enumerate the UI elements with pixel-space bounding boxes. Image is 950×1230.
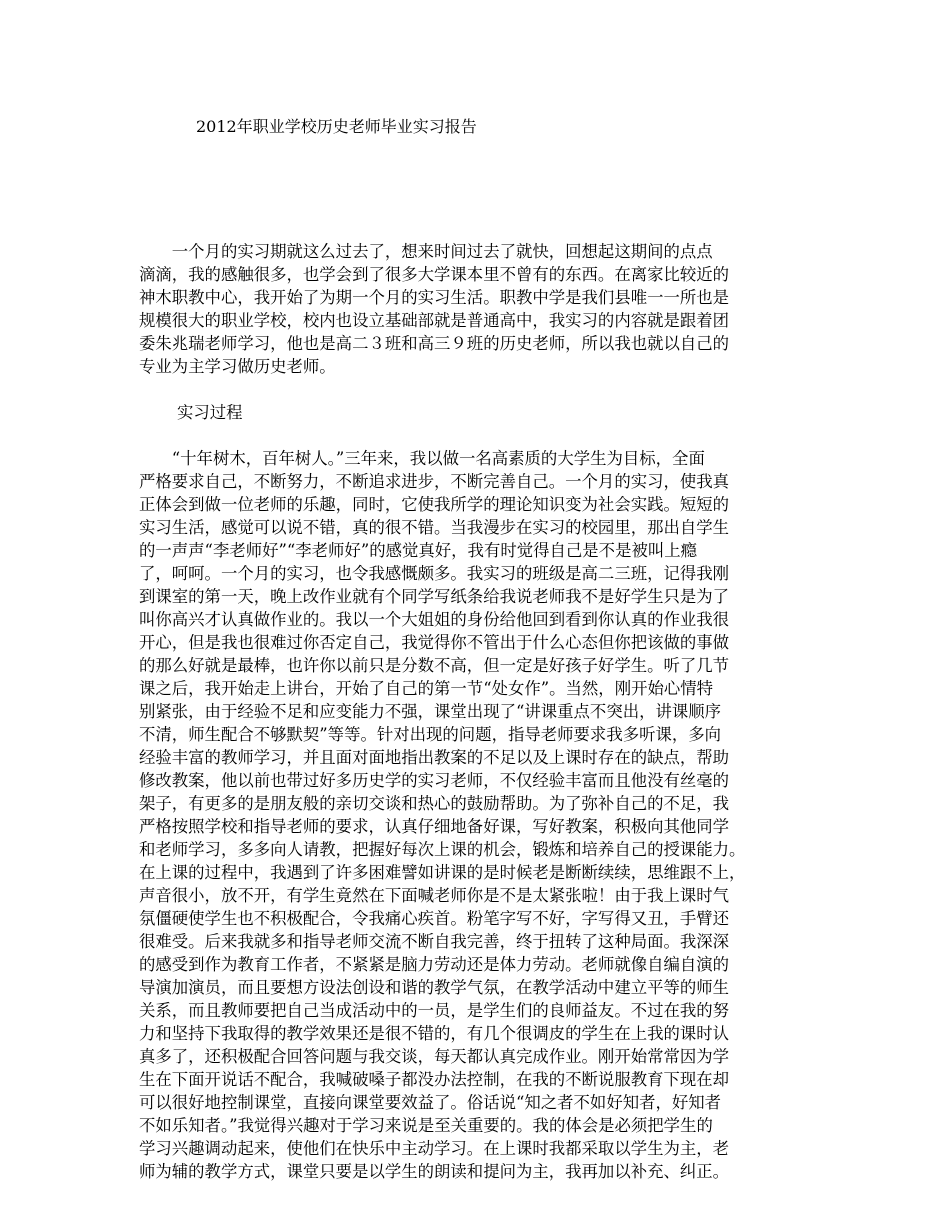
- text-line: 实习生活，感觉可以说不错，真的很不错。当我漫步在实习的校园里，那出自学生: [139, 518, 730, 537]
- text-line: 不如乐知者。”我觉得兴趣对于学习来说是至关重要的。我的体会是必须把学生的: [139, 1116, 713, 1135]
- text-line: 严格按照学校和指导老师的要求，认真仔细地备好课，写好教案，积极向其他同学: [139, 817, 730, 836]
- paragraph-spacer: [139, 378, 825, 401]
- text-line: 在上课的过程中，我遇到了许多困难譬如讲课的是时候老是断断续续，思维跟不上，: [139, 863, 746, 882]
- text-line: 力和坚持下我取得的教学效果还是很不错的，有几个很调皮的学生在上我的课时认: [139, 1024, 730, 1043]
- text-line: 导演加演员，而且要想方设法创设和谐的教学气氛，在教学活动中建立平等的师生: [139, 978, 730, 997]
- text-line: 生在下面开说话不配合，我喊破嗓子都没办法控制，在我的不断说服教育下现在却: [139, 1070, 730, 1089]
- text-line: 很难受。后来我就多和指导老师交流不断自我完善，终于扭转了这种局面。我深深: [139, 932, 730, 951]
- text-line: 关系，而且教师要把自己当成活动中的一员，是学生们的良师益友。不过在我的努: [139, 1001, 730, 1020]
- text-line: 可以很好地控制课堂，直接向课堂要效益了。俗话说“知之者不如好知者，好知者: [139, 1093, 722, 1112]
- text-line: 滴滴，我的感触很多，也学会到了很多大学课本里不曾有的东西。在离家比较近的: [139, 265, 730, 284]
- section-heading: 实习过程: [177, 403, 243, 422]
- paragraph-spacer: [139, 424, 825, 447]
- text-line: 严格要求自己，不断努力，不断追求进步，不断完善自己。一个月的实习，使我真: [139, 472, 730, 491]
- document-body: [139, 240, 825, 1183]
- text-line: 规模很大的职业学校，校内也设立基础部就是普通高中，我实习的内容就是跟着团: [139, 311, 730, 330]
- text-line: 学习兴趣调动起来，使他们在快乐中主动学习。在上课时我都采取以学生为主，老: [139, 1139, 730, 1158]
- text-line: 的一声声“李老师好”“李老师好”的感觉真好，我有时觉得自己是不是被叫上瘾: [139, 541, 698, 560]
- text-line: 修改教案，他以前也带过好多历史学的实习老师，不仅经验丰富而且他没有丝毫的: [139, 771, 730, 790]
- text-line: 氛僵硬使学生也不积极配合，令我痛心疾首。粉笔字写不好，字写得又丑，手臂还: [139, 909, 730, 928]
- text-line: 真多了，还积极配合回答问题与我交谈，每天都认真完成作业。刚开始常常因为学: [139, 1047, 730, 1066]
- text-line: “十年树木，百年树人。”三年来，我以做一名高素质的大学生为目标，全面: [139, 449, 705, 468]
- text-line: 不清，师生配合不够默契”等等。针对出现的问题，指导老师要求我多听课，多向: [139, 725, 722, 744]
- text-line: 的那么好就是最棒，也许你以前只是分数不高，但一定是好孩子好学生。听了几节: [139, 656, 730, 675]
- text-line: 的感受到作为教育工作者，不紧紧是脑力劳动还是体力劳动。老师就像自编自演的: [139, 955, 730, 974]
- text-line: 委朱兆瑞老师学习，他也是高二３班和高三９班的历史老师，所以我也就以自己的: [139, 334, 730, 353]
- text-line: 经验丰富的教师学习，并且面对面地指出教案的不足以及上课时存在的缺点，帮助: [139, 748, 730, 767]
- text-line: 了，呵呵。一个月的实习，也令我感慨颇多。我实习的班级是高二三班，记得我刚: [139, 564, 730, 583]
- text-line: 课之后，我开始走上讲台，开始了自己的第一节“处女作”。当然，刚开始心情特: [139, 679, 714, 698]
- text-line: 别紧张，由于经验不足和应变能力不强，课堂出现了“讲课重点不突出，讲课顺序: [139, 702, 722, 721]
- intro-paragraph: [139, 240, 825, 378]
- process-paragraph: [139, 447, 825, 1183]
- document-title: 2012年职业学校历史老师毕业实习报告: [196, 117, 477, 136]
- text-line: 神木职教中心，我开始了为期一个月的实习生活。职教中学是我们县唯一一所也是: [139, 288, 730, 307]
- text-line: 叫你高兴才认真做作业的。我以一个大姐姐的身份给他回到看到你认真的作业我很: [139, 610, 730, 629]
- text-line: 声音很小，放不开，有学生竟然在下面喊老师你是不是太紧张啦！由于我上课时气: [139, 886, 730, 905]
- text-line: 一个月的实习期就这么过去了，想来时间过去了就快，回想起这期间的点点: [139, 242, 713, 261]
- text-line: 专业为主学习做历史老师。: [139, 357, 336, 376]
- text-line: 架子，有更多的是朋友般的亲切交谈和热心的鼓励帮助。为了弥补自己的不足，我: [139, 794, 730, 813]
- text-line: 正体会到做一位老师的乐趣，同时，它使我所学的理论知识变为社会实践。短短的: [139, 495, 730, 514]
- text-line: 师为辅的教学方式，课堂只要是以学生的朗读和提问为主，我再加以补充、纠正。: [139, 1162, 730, 1181]
- text-line: 到课室的第一天，晚上改作业就有个同学写纸条给我说老师我不是好学生只是为了: [139, 587, 730, 606]
- text-line: 和老师学习，多多向人请教，把握好每次上课的机会，锻炼和培养自己的授课能力。: [139, 840, 746, 859]
- text-line: 开心，但是我也很难过你否定自己，我觉得你不管出于什么心态但你把该做的事做: [139, 633, 730, 652]
